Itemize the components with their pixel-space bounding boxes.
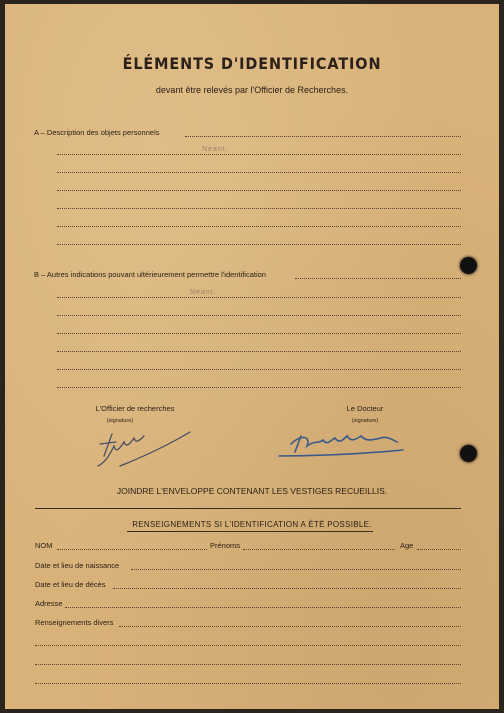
officer-handwritten-signature [90,426,200,476]
section-a-line-6 [57,226,461,227]
section-a-line-5 [57,208,461,209]
section-b-line-2 [57,297,461,298]
section-a-line-2 [57,154,461,155]
nom-label: NOM [35,541,53,550]
doctor-signature-title: Le Docteur [346,404,384,413]
section-b-line-6 [57,369,461,370]
form-page [5,4,499,709]
section-b-line-5 [57,351,461,352]
section-b-stamp: Néant. [190,289,217,296]
section-b-line-7 [57,387,461,388]
birth-label: Date et lieu de naissance [35,561,120,570]
prenoms-field [243,549,395,550]
misc-field-line-3 [35,664,461,665]
instruction-text: JOINDRE L'ENVELOPPE CONTENANT LES VESTIGES RECUEILLIS. [116,486,388,496]
punch-hole-bottom [460,445,477,462]
prenoms-label: Prénoms [210,541,241,550]
misc-field-line-4 [35,683,461,684]
section-b-line-1 [295,278,461,279]
section-a-line-3 [57,172,461,173]
age-field [417,549,461,550]
officer-signature-title: L'Officier de recherches [95,404,175,413]
address-label: Adresse [35,599,63,608]
section-a-label: A – Description des objets personnels [34,128,160,137]
section-a-line-4 [57,190,461,191]
section-a-line-7 [57,244,461,245]
identification-heading: RENSEIGNEMENTS SI L'IDENTIFICATION A ÉTÉ POSSIBLE. [132,520,372,529]
age-label: Age [400,541,414,550]
death-label: Date et lieu de décès [35,580,106,589]
section-a-line-1 [185,136,461,137]
address-field [65,607,461,608]
section-divider [35,508,461,509]
death-field [113,588,461,589]
punch-hole-top [460,257,477,274]
officer-signature-caption: (signature) [106,418,134,424]
identification-heading-underline [127,531,373,532]
nom-field [57,549,207,550]
section-a-stamp: Néant. [202,146,229,153]
birth-field [131,569,461,570]
form-title: ÉLÉMENTS D'IDENTIFICATION [122,54,382,73]
doctor-handwritten-signature [271,422,411,462]
section-b-line-4 [57,333,461,334]
doctor-signature-caption: (signature) [351,418,379,424]
misc-field-line-1 [119,626,461,627]
section-b-label: B – Autres indications pouvant ultérieurement permettre l'identification [34,270,266,279]
section-b-line-3 [57,315,461,316]
misc-field-line-2 [35,645,461,646]
misc-label: Renseignements divers [35,618,114,627]
form-subtitle: devant être relevés par l'Officier de Recherches. [155,85,349,95]
